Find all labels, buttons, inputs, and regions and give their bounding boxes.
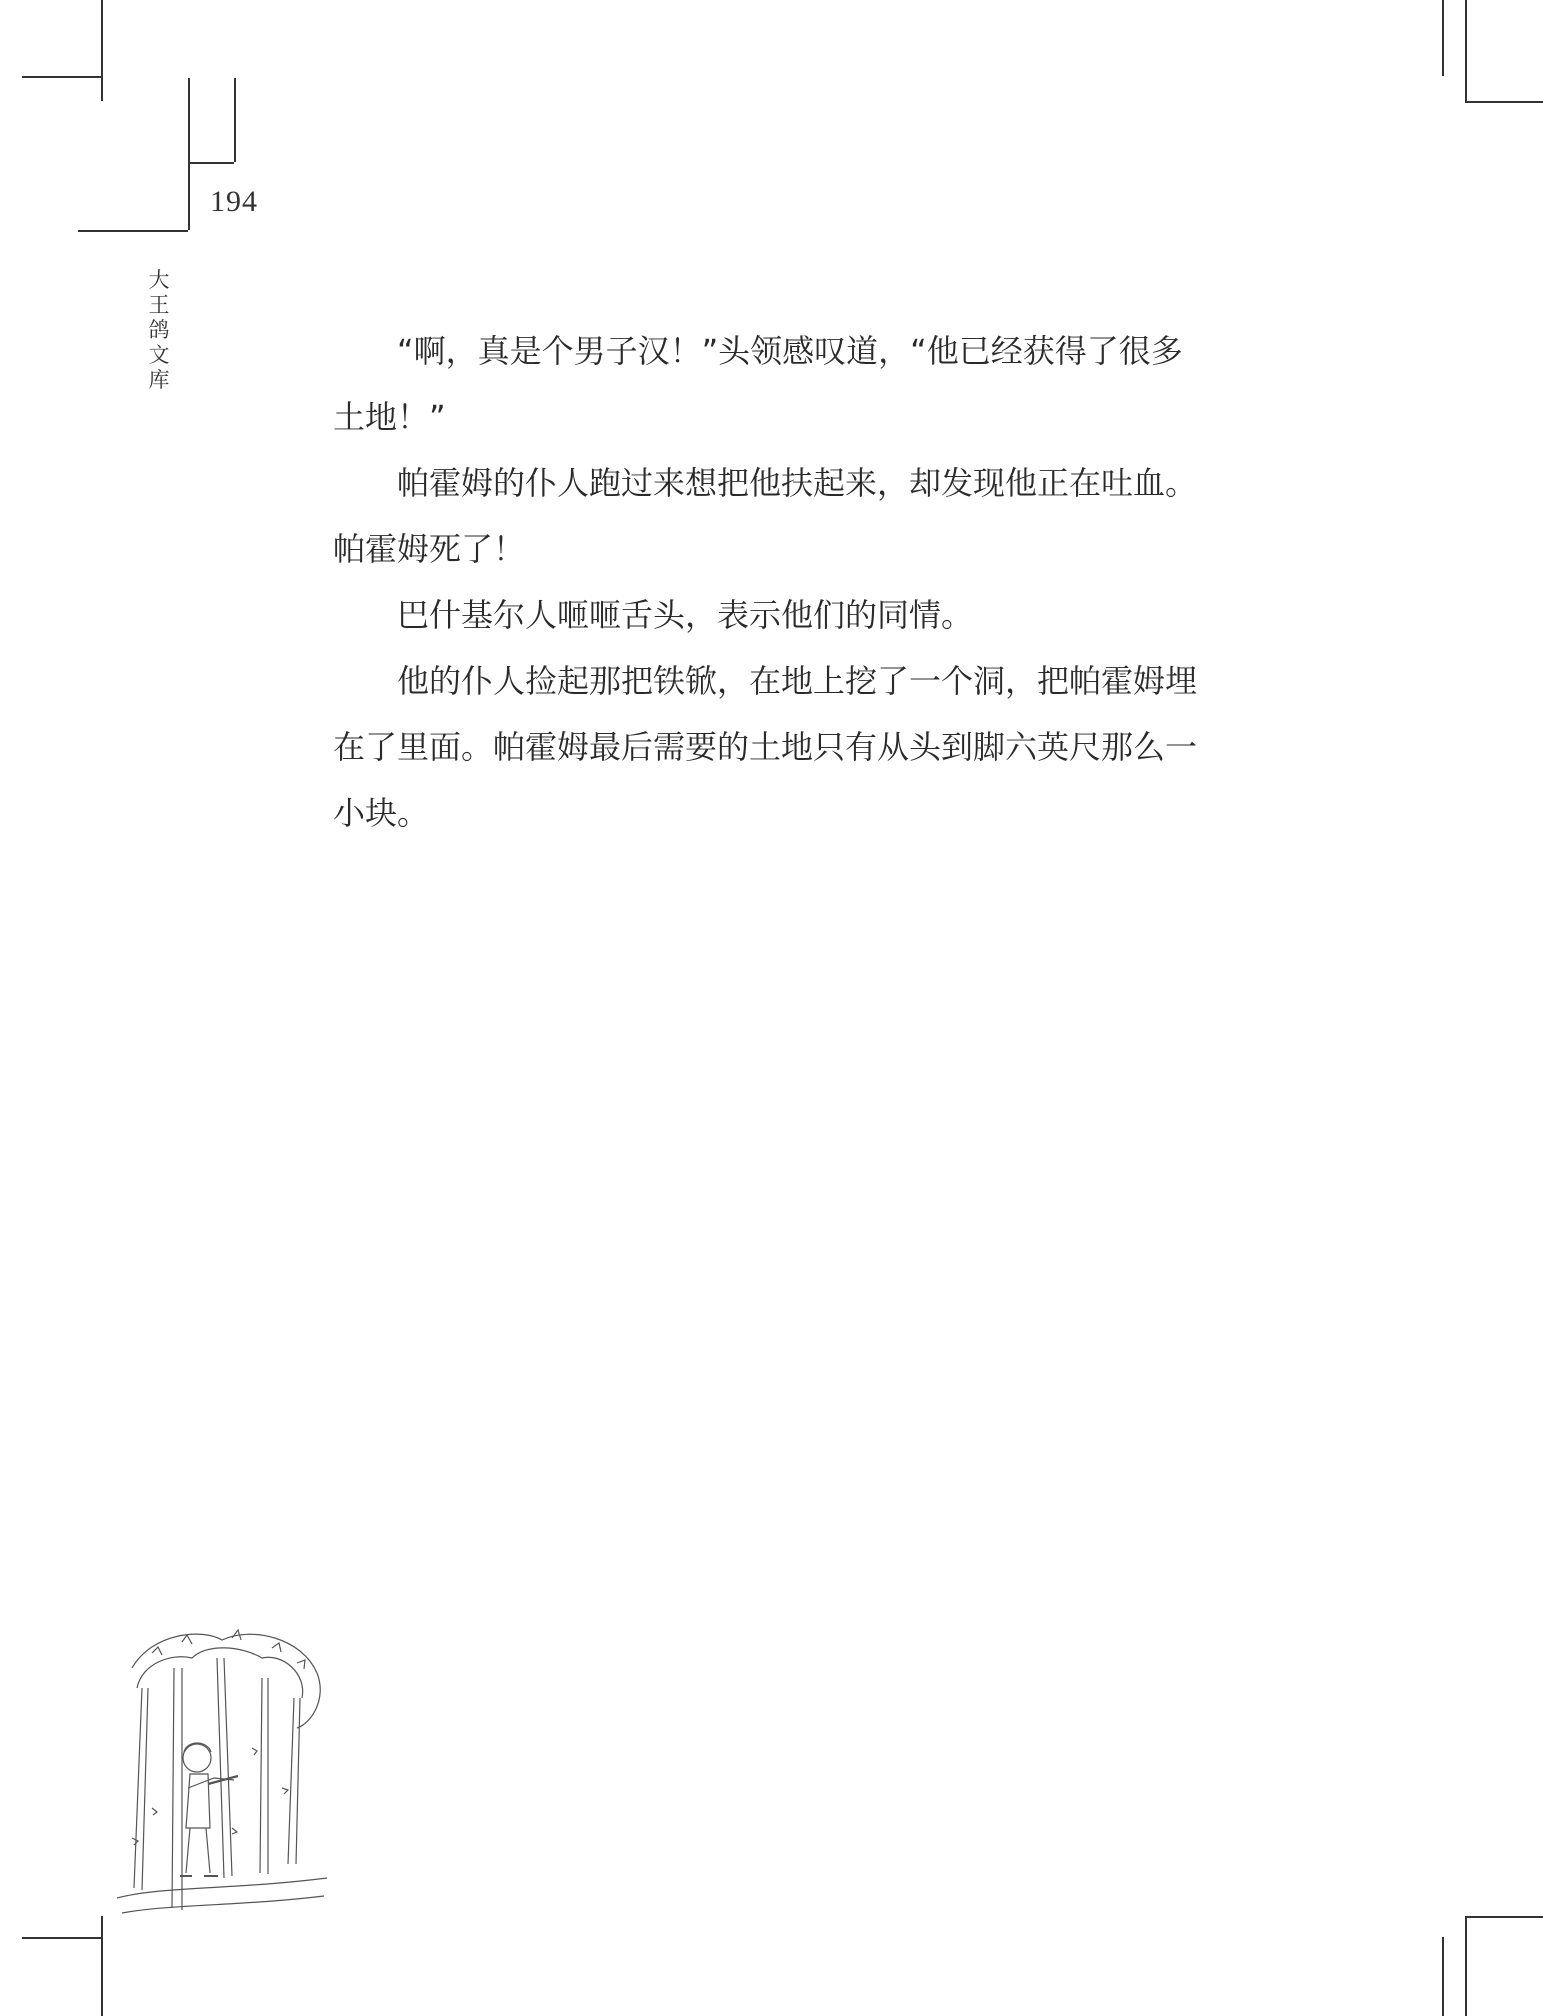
- paragraph-4: 他的仆人捡起那把铁锨，在地上挖了一个洞，把帕霍姆埋在了里面。帕霍姆最后需要的土地只有从头到脚六英尺那么一小块。: [333, 662, 1198, 832]
- page-number: 194: [210, 185, 258, 218]
- crop-mark-top-left-inner-horizontal-2: [78, 230, 188, 232]
- crop-mark-top-right-horizontal: [1465, 101, 1543, 103]
- crop-mark-bottom-left-horizontal: [22, 1937, 101, 1939]
- crop-mark-top-left-inner-vertical-2: [234, 78, 236, 162]
- crop-mark-top-left-horizontal: [22, 76, 101, 78]
- paragraph-2: 帕霍姆的仆人跑过来想把他扶起来，却发现他正在吐血。帕霍姆死了！: [333, 464, 1198, 568]
- body-text: [333, 318, 1203, 846]
- crop-mark-top-right-vertical-1: [1442, 0, 1444, 76]
- crop-mark-bottom-right-horizontal: [1465, 1916, 1543, 1918]
- paragraph-1: “啊，真是个男子汉！”头领感叹道，“他已经获得了很多土地！”: [333, 332, 1183, 436]
- forest-figure-sketch-icon: [112, 1628, 332, 1926]
- crop-mark-bottom-right-vertical-1: [1442, 1937, 1444, 2016]
- crop-mark-top-left-inner-vertical-1: [188, 78, 190, 230]
- crop-mark-top-left-vertical: [101, 0, 103, 101]
- crop-mark-top-right-vertical-2: [1465, 0, 1467, 101]
- crop-mark-bottom-right-vertical-2: [1465, 1916, 1467, 2016]
- series-title: 大王鸽文库: [148, 268, 170, 392]
- crop-mark-top-left-inner-horizontal-1: [188, 162, 234, 164]
- paragraph-3: 巴什基尔人咂咂舌头，表示他们的同情。: [397, 596, 974, 634]
- crop-mark-bottom-left-vertical: [101, 1916, 103, 2016]
